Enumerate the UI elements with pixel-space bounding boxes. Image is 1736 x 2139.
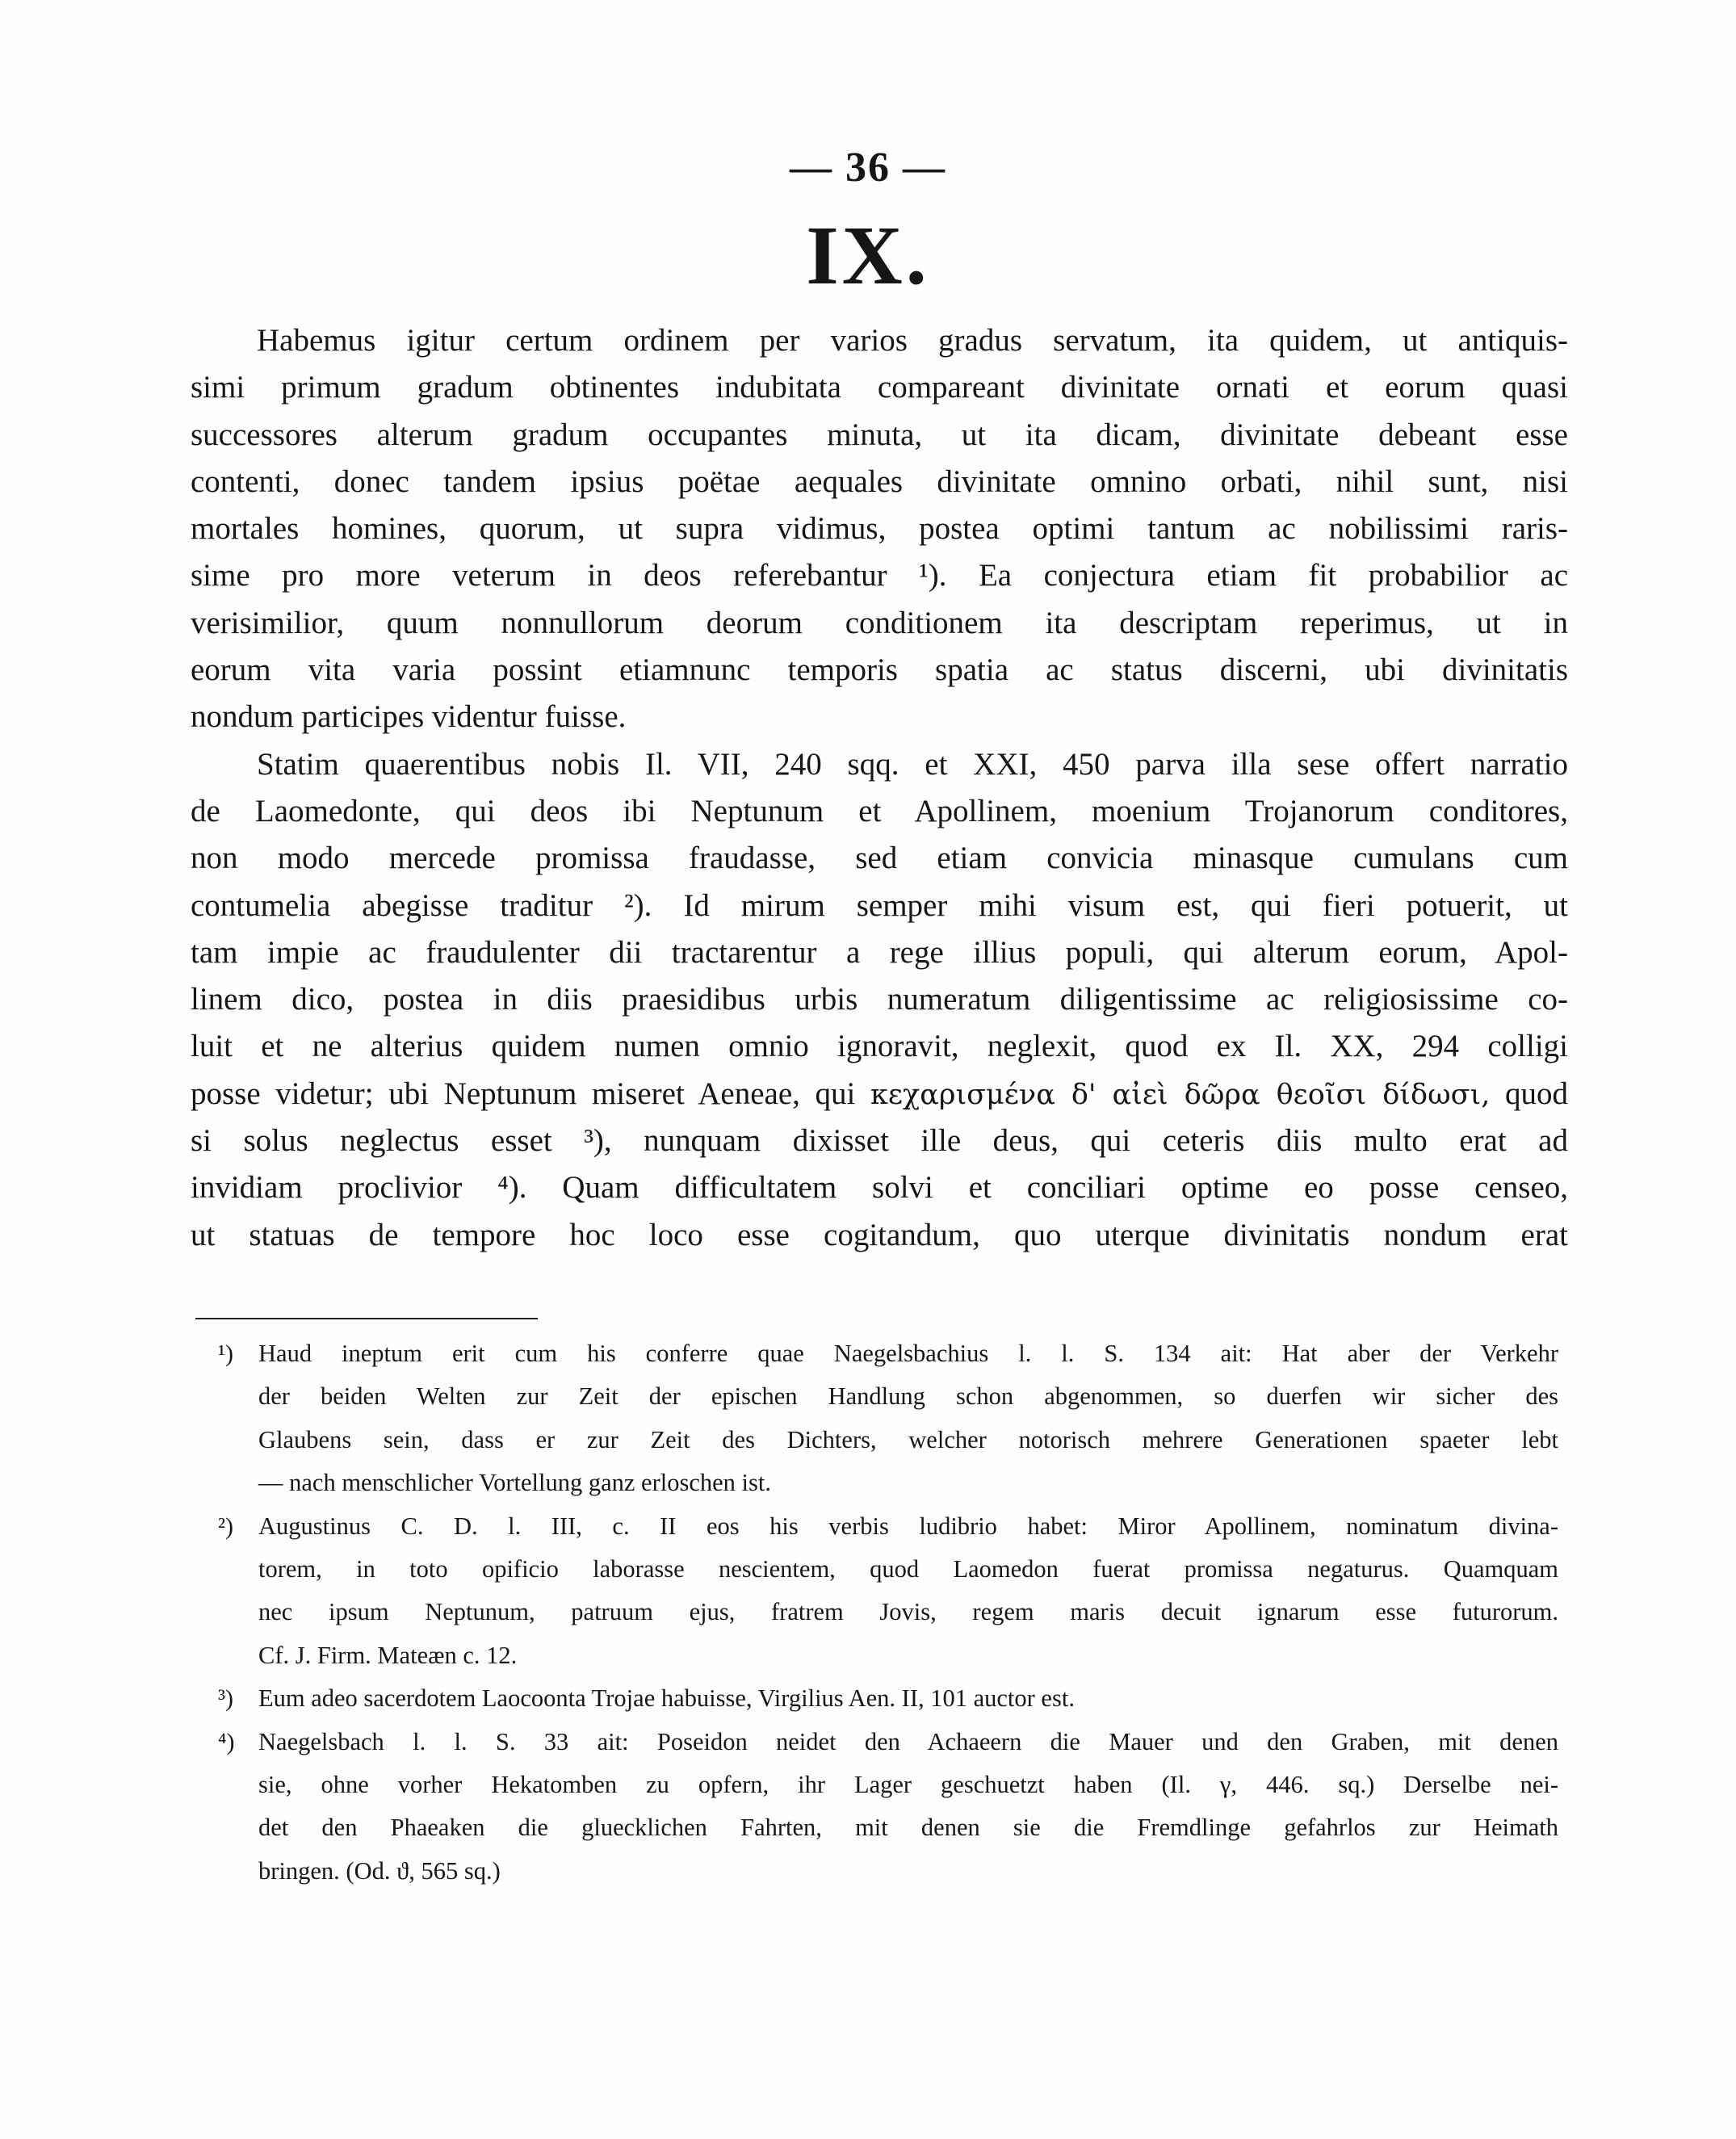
footnote-2-line: ²) Augustinus C. D. l. III, c. II eos his verbis ludibrio habet: Miror Apollinem, nominatum divina-	[218, 1505, 1558, 1548]
footnote-4-marker: ⁴)	[218, 1728, 235, 1755]
body-line: Habemus igitur certum ordinem per varios gradus servatum, ita quidem, ut antiquis-	[257, 323, 1568, 358]
footnote-4-line: sie, ohne vorher Hekatomben zu opfern, ihr Lager geschuetzt haben (Il. γ, 446. sq.) Derselbe nei-	[258, 1770, 1558, 1798]
footnote-divider	[195, 1318, 538, 1319]
body-line: ut statuas de tempore hoc loco esse cogitandum, quo uterque divinitatis nondum erat	[191, 1217, 1568, 1252]
footnote-2-line: torem, in toto opificio laborasse nescientem, quod Laomedon fuerat promissa negaturus. Quamquam	[258, 1554, 1558, 1583]
body-line: de Laomedonte, qui deos ibi Neptunum et Apollinem, moenium Trojanorum conditores,	[191, 793, 1568, 828]
body-line: non modo mercede promissa fraudasse, sed etiam convicia minasque cumulans cum	[191, 841, 1568, 876]
body-line: nondum participes videntur fuisse.	[191, 699, 627, 735]
body-line: eorum vita varia possint etiamnunc temporis spatia ac status discerni, ubi divinitatis	[191, 652, 1568, 688]
footnote-2-marker: ²)	[218, 1512, 233, 1540]
body-line: si solus neglectus esset ³), nunquam dixisset ille deus, qui ceteris diis multo erat ad	[191, 1123, 1568, 1159]
body-line: luit et ne alterius quidem numen omnio ignoravit, neglexit, quod ex Il. XX, 294 colligi	[191, 1029, 1568, 1064]
greek-quotation: κεχαρισμένα δ' αἰεὶ δῶρα θεοῖσι δίδωσι,	[870, 1078, 1491, 1111]
body-line: successores alterum gradum occupantes minuta, ut ita dicam, divinitate debeant esse	[191, 417, 1568, 452]
footnote-1-line: — nach menschlicher Vortellung ganz erloschen ist.	[258, 1469, 771, 1497]
body-text	[191, 317, 1568, 1259]
footnote-2-line: Cf. J. Firm. Mateæn c. 12.	[258, 1641, 518, 1669]
body-line: invidiam proclivior ⁴). Quam difficultatem solvi et conciliari optime eo posse censeo,	[191, 1170, 1568, 1206]
body-line: verisimilior, quum nonnullorum deorum conditionem ita descriptam reperimus, ut in	[191, 605, 1568, 640]
body-line: contumelia abegisse traditur ²). Id mirum semper mihi visum est, qui fieri potuerit, ut	[191, 887, 1568, 923]
body-line: simi primum gradum obtinentes indubitata compareant divinitate ornati et eorum quasi	[191, 370, 1568, 405]
footnote-4-line: ⁴) Naegelsbach l. l. S. 33 ait: Poseidon neidet den Achaeern die Mauer und den Graben, mit denen	[218, 1721, 1558, 1764]
footnote-3-line: ³) Eum adeo sacerdotem Laocoonta Trojae habuisse, Virgilius Aen. II, 101 auctor est.	[218, 1677, 1558, 1720]
footnote-2-line: nec ipsum Neptunum, patruum ejus, fratrem Jovis, regem maris decuit ignarum esse futurorum.	[258, 1598, 1558, 1626]
body-line: contenti, donec tandem ipsius poëtae aequales divinitate omnino orbati, nihil sunt, nisi	[191, 463, 1568, 499]
body-line-greek-quote	[191, 1071, 1568, 1118]
body-line: tam impie ac fraudulenter dii tractarentur a rege illius populi, qui alterum eorum, Apol-	[191, 934, 1568, 970]
footnote-4-line: bringen. (Od. ϑ, 565 sq.)	[258, 1856, 501, 1885]
chapter-heading: IX.	[806, 209, 930, 302]
body-line-text: posse videtur; ubi Neptunum miseret Aeneae, qui	[191, 1076, 856, 1111]
footnote-4-line: det den Phaeaken die gluecklichen Fahrten, mit denen sie die Fremdlinge gefahrlos zur Heimath	[258, 1814, 1558, 1842]
footnote-1-marker: ¹)	[218, 1340, 233, 1367]
footnote-1-line: ¹) Haud ineptum erit cum his conferre quae Naegelsbachius l. l. S. 134 ait: Hat aber der Verkehr	[218, 1332, 1558, 1375]
footnote-1-line: der beiden Welten zur Zeit der epischen Handlung schon abgenommen, so duerfen wir sicher des	[258, 1382, 1558, 1411]
body-line-text: quod	[1505, 1076, 1569, 1111]
body-line: Statim quaerentibus nobis Il. VII, 240 sqq. et XXI, 450 parva illa sese offert narratio	[257, 746, 1568, 782]
body-line: linem dico, postea in diis praesidibus urbis numeratum diligentissime ac religiosissime co-	[191, 982, 1568, 1017]
body-line: sime pro more veterum in deos referebantur ¹). Ea conjectura etiam fit probabilior ac	[191, 558, 1568, 593]
body-line: mortales homines, quorum, ut supra vidimus, postea optimi tantum ac nobilissimi raris-	[191, 511, 1568, 547]
footnote-3-marker: ³)	[218, 1685, 233, 1713]
page-number: — 36 —	[790, 145, 946, 191]
footnote-1-line: Glaubens sein, dass er zur Zeit des Dichters, welcher notorisch mehrere Generationen spaeter lebt	[258, 1425, 1558, 1453]
footnotes	[218, 1332, 1558, 1893]
